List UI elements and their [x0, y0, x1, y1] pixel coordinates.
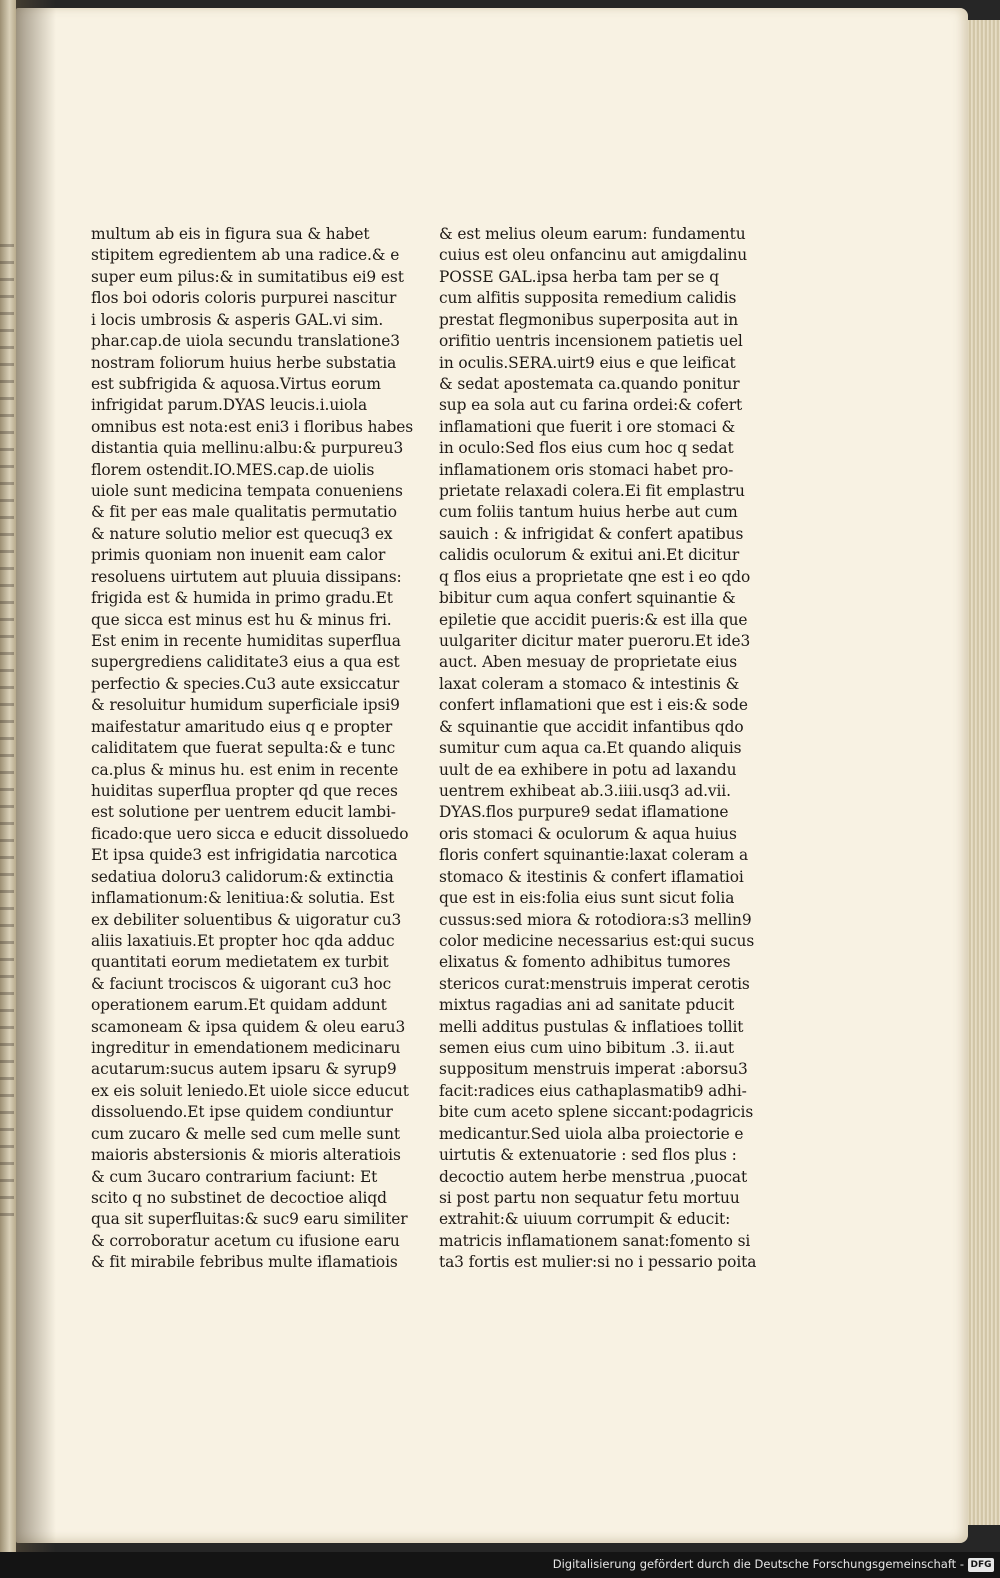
gutter-shadow	[16, 0, 56, 1552]
text-line: auct. Aben mesuay de proprietate eius	[439, 653, 738, 672]
text-line: laxat coleram a stomaco & intestinis &	[439, 674, 740, 693]
text-line: est solutione per uentrem educit lambi-	[91, 803, 396, 822]
text-line: maifestatur amaritudo eius q e propter	[91, 717, 393, 736]
text-line: cuius est oleu onfancinu aut amigdalinu	[439, 246, 748, 265]
text-line: ex debiliter soluentibus & uigoratur cu3	[91, 910, 402, 929]
text-line: & cum 3ucaro contrarium faciunt: Et	[91, 1167, 378, 1186]
text-line: uulgariter dicitur mater pueroru.Et ide3	[439, 632, 751, 651]
text-line: & faciunt trociscos & uigorant cu3 hoc	[91, 974, 392, 993]
text-line: mixtus ragadias ani ad sanitate pducit	[439, 996, 735, 1015]
funding-credit: Digitalisierung gefördert durch die Deutsche Forschungsgemeinschaft -	[552, 1557, 964, 1571]
text-column-left	[91, 224, 414, 1274]
text-line: & squinantie que accidit infantibus qdo	[439, 717, 744, 736]
book-page	[16, 8, 968, 1543]
text-line: maioris abstersionis & mioris alteratiois	[91, 1146, 401, 1165]
text-line: medicantur.Sed uiola alba proiectorie e	[439, 1124, 744, 1143]
text-line: flos boi odoris coloris purpurei nascitur	[91, 289, 397, 308]
text-line: uiole sunt medicina tempata conueniens	[91, 482, 403, 501]
text-line: cum alfitis supposita remedium calidis	[439, 289, 737, 308]
text-line: ficado:que uero sicca e educit dissoluedo	[91, 824, 409, 843]
text-line: DYAS.flos purpure9 sedat iflamatione	[439, 803, 729, 822]
text-line: orifitio uentris incensionem patietis uel	[439, 332, 743, 351]
text-line: stipitem egredientem ab una radice.& e	[91, 246, 400, 265]
text-line: resoluens uirtutem aut pluuia dissipans:	[91, 567, 402, 586]
text-line: sumitur cum aqua ca.Et quando aliquis	[439, 739, 742, 758]
text-line: in oculo:Sed flos eius cum hoc q sedat	[439, 439, 734, 458]
text-line: & est melius oleum earum: fundamentu	[439, 225, 746, 243]
text-line: multum ab eis in figura sua & habet	[91, 225, 370, 243]
text-line: inflamationi que fuerit i ore stomaci &	[439, 417, 736, 436]
text-line: elixatus & fomento adhibitus tumores	[439, 953, 731, 972]
text-line: infrigidat parum.DYAS leucis.i.uiola	[91, 396, 368, 415]
text-line: uirtutis & extenuatorie : sed flos plus :	[439, 1146, 737, 1165]
text-line: ta3 fortis est mulier:si no i pessario poita	[439, 1253, 757, 1272]
text-line: phar.cap.de uiola secundu translatione3	[91, 332, 400, 351]
text-line: frigida est & humida in primo gradu.Et	[91, 589, 393, 608]
text-line: ca.plus & minus hu. est enim in recente	[91, 760, 399, 779]
text-line: cussus:sed miora & rotodiora:s3 mellin9	[439, 910, 752, 929]
text-line: melli additus pustulas & inflatioes tollit	[439, 1017, 744, 1036]
text-line: primis quoniam non inuenit eam calor	[91, 546, 386, 565]
text-line: prestat flegmonibus superposita aut in	[439, 310, 739, 329]
text-line: & sedat apostemata ca.quando ponitur	[439, 374, 740, 393]
text-line: perfectio & species.Cu3 aute exsiccatur	[91, 674, 400, 693]
text-line: cum zucaro & melle sed cum melle sunt	[91, 1124, 401, 1143]
text-line: distantia quia mellinu:albu:& purpureu3	[91, 439, 404, 458]
text-line: uult de ea exhibere in potu ad laxandu	[439, 760, 737, 779]
text-line: aliis laxatiuis.Et propter hoc qda adduc	[91, 931, 395, 950]
text-line: operationem earum.Et quidam addunt	[91, 996, 387, 1015]
text-line: sup ea sola aut cu farina ordei:& cofert	[439, 396, 743, 415]
text-line: huiditas superflua propter qd que reces	[91, 781, 398, 800]
dfg-logo: DFG	[968, 1558, 994, 1572]
text-line: & resoluitur humidum superficiale ipsi9	[91, 696, 400, 715]
text-line: si post partu non sequatur fetu mortuu	[439, 1188, 740, 1207]
text-line: & fit per eas male qualitatis permutatio	[91, 503, 397, 522]
text-line: inflamationem oris stomaci habet pro-	[439, 460, 734, 479]
text-line: matricis inflamationem sanat:fomento si	[439, 1231, 751, 1250]
text-line: caliditatem que fuerat sepulta:& e tunc	[91, 739, 396, 758]
text-line: bite cum aceto splene siccant:podagricis	[439, 1103, 754, 1122]
text-column-right	[439, 224, 757, 1274]
text-line: epiletie que accidit pueris:& est illa que	[439, 610, 748, 629]
text-line: ex eis soluit leniedo.Et uiole sicce educut	[91, 1081, 409, 1100]
text-line: ingreditur in emendationem medicinaru	[91, 1039, 401, 1058]
text-line: qua sit superfluitas:& suc9 earu similiter	[91, 1210, 408, 1229]
text-line: cum foliis tantum huius herbe aut cum	[439, 503, 738, 522]
text-line: & fit mirabile febribus multe iflamatiois	[91, 1253, 398, 1272]
text-line: scamoneam & ipsa quidem & oleu earu3	[91, 1017, 406, 1036]
text-line: uentrem exhibeat ab.3.iiii.usq3 ad.vii.	[439, 781, 731, 800]
text-line: super eum pilus:& in sumitatibus ei9 est	[91, 267, 404, 286]
text-line: quantitati eorum medietatem ex turbit	[91, 953, 389, 972]
text-line: decoctio autem herbe menstrua ,puocat	[439, 1167, 748, 1186]
text-line: prietate relaxadi colera.Ei fit emplastru	[439, 482, 745, 501]
text-line: Est enim in recente humiditas superflua	[91, 632, 401, 651]
text-line: extrahit:& uiuum corrumpit & educit:	[439, 1210, 731, 1229]
text-line: confert inflamationi que est i eis:& sode	[439, 696, 748, 715]
text-line: & corroboratur acetum cu ifusione earu	[91, 1231, 400, 1250]
text-line: bibitur cum aqua confert squinantie &	[439, 589, 736, 608]
text-line: acutarum:sucus autem ipsaru & syrup9	[91, 1060, 397, 1079]
page-block-edges	[963, 20, 1000, 1525]
text-line: semen eius cum uino bibitum .3. ii.aut	[439, 1039, 734, 1058]
footer-bar	[0, 1552, 1000, 1578]
text-line: florem ostendit.IO.MES.cap.de uiolis	[91, 460, 375, 479]
text-line: que est in eis:folia eius sunt sicut folia	[439, 889, 735, 908]
text-line: floris confert squinantie:laxat coleram a	[439, 846, 749, 865]
text-line: stericos curat:menstruis imperat cerotis	[439, 974, 750, 993]
text-line: dissoluendo.Et ipse quidem condiuntur	[91, 1103, 393, 1122]
text-line: Et ipsa quide3 est infrigidatia narcotica	[91, 846, 398, 865]
facing-page-text-fragment	[0, 230, 14, 1230]
text-line: suppositum menstruis imperat :aborsu3	[439, 1060, 748, 1079]
text-line: q flos eius a proprietate qne est i eo qdo	[439, 567, 751, 586]
text-line: i locis umbrosis & asperis GAL.vi sim.	[91, 310, 384, 329]
facing-page-edge	[0, 0, 16, 1552]
text-line: oris stomaci & oculorum & aqua huius	[439, 824, 737, 843]
text-line: est subfrigida & aquosa.Virtus eorum	[91, 374, 381, 393]
text-line: inflamationum:& lenitiua:& solutia. Est	[91, 889, 395, 908]
text-line: color medicine necessarius est:qui sucus	[439, 931, 755, 950]
text-line: nostram foliorum huius herbe substatia	[91, 353, 397, 372]
text-line: in oculis.SERA.uirt9 eius e que leificat	[439, 353, 736, 372]
text-line: stomaco & itestinis & confert iflamatioi	[439, 867, 744, 886]
text-line: supergrediens caliditate3 eius a qua est	[91, 653, 400, 672]
text-line: & nature solutio melior est quecuq3 ex	[91, 524, 393, 543]
text-line: omnibus est nota:est eni3 i floribus habes	[91, 417, 414, 436]
text-line: scito q no substinet de decoctioe aliqd	[91, 1188, 387, 1207]
text-line: que sicca est minus est hu & minus fri.	[91, 610, 392, 629]
text-line: sauich : & infrigidat & confert apatibus	[439, 524, 744, 543]
text-line: POSSE GAL.ipsa herba tam per se q	[439, 267, 719, 286]
text-line: facit:radices eius cathaplasmatib9 adhi-	[439, 1081, 747, 1100]
text-line: sedatiua doloru3 calidorum:& extinctia	[91, 867, 394, 886]
text-line: calidis oculorum & exitui ani.Et dicitur	[439, 546, 740, 565]
